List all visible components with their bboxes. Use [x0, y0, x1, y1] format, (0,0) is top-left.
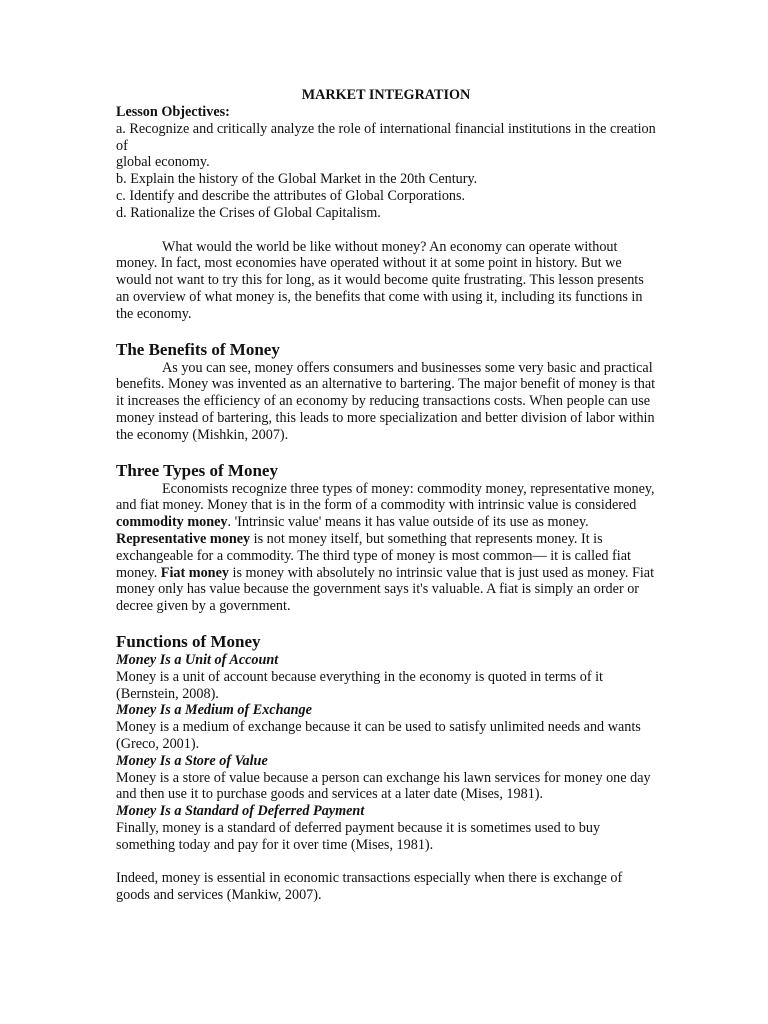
term-representative-money: Representative money: [116, 530, 251, 547]
document-page: [116, 87, 656, 904]
objective-a-cont: global economy.: [116, 154, 210, 171]
function-text-medium-of-exchange: Money is a medium of exchange because it can be used to satisfy unlimited needs and wants (Greco, 2001).: [116, 719, 641, 752]
function-text-deferred-payment: Finally, money is a standard of deferred payment because it is sometimes used to buy something today and pay for it over time (Mises, 1981).: [116, 819, 601, 853]
document-title: MARKET INTEGRATION: [301, 87, 471, 103]
objective-c: c. Identify and describe the attributes of Global Corporations.: [116, 187, 466, 204]
objectives-heading: Lesson Objectives:: [116, 104, 230, 120]
spacer: [116, 444, 656, 461]
spacer: [116, 615, 656, 632]
conclusion-paragraph: Indeed, money is essential in economic transactions especially when there is exchange of goods and services (Mankiw, 2007).: [116, 870, 623, 904]
types-paragraph: Economists recognize three types of money: commodity money, representative money, and fiat money. Money that is in the form of a commodity with intrinsic value is considered commodity money. 'Intrinsic value' means it has value outside of its use as money. Representative money is not money itself, but something that represents money. It is exchangeable for a commodity. The third type of money is most common— it is called fiat money. Fiat money is money with absolutely no intrinsic value that is just used as money. Fiat money only has value because the government says it's valuable. A fiat is simply an order or decree given by a government.: [116, 480, 655, 615]
term-fiat-money: Fiat money: [160, 564, 229, 581]
benefits-paragraph: As you can see, money offers consumers and businesses some very basic and practical benefits. Money was invented as an alternative to bartering. The major benefit of money is that it increases the efficiency of an economy by reducing transactions costs. When people can use money instead of bartering, this leads to more specialization and better division of labor within the economy (Mishkin, 2007).: [116, 359, 656, 443]
spacer: [116, 222, 656, 239]
function-subheading-medium-of-exchange: Money Is a Medium of Exchange: [116, 702, 312, 719]
types-heading: Three Types of Money: [116, 460, 278, 480]
function-subheading-unit-of-account: Money Is a Unit of Account: [116, 651, 279, 668]
function-text-store-of-value: Money is a store of value because a person can exchange his lawn services for money one day and then use it to purchase goods and services at a later date (Mises, 1981).: [116, 769, 651, 803]
term-commodity-money: commodity money: [116, 514, 228, 531]
spacer: [116, 853, 656, 870]
objective-a: a. Recognize and critically analyze the role of international financial institutions in the creation of: [116, 120, 656, 154]
objective-d: d. Rationalize the Crises of Global Capitalism.: [116, 204, 381, 221]
function-subheading-store-of-value: Money Is a Store of Value: [116, 752, 268, 769]
benefits-heading: The Benefits of Money: [116, 339, 280, 359]
function-subheading-deferred-payment: Money Is a Standard of Deferred Payment: [116, 803, 365, 820]
spacer: [116, 323, 656, 340]
objective-b: b. Explain the history of the Global Market in the 20th Century.: [116, 171, 478, 188]
function-text-unit-of-account: Money is a unit of account because everything in the economy is quoted in terms of it (Bernstein, 2008).: [116, 668, 603, 702]
intro-paragraph: What would the world be like without money? An economy can operate without money. In fact, most economies have operated without it at some point in history. But we would not want to try this for long, as it would become quite frustrating. This lesson presents an overview of what money is, the benefits that come with using it, including its functions in the economy.: [116, 238, 644, 322]
functions-heading: Functions of Money: [116, 631, 261, 651]
